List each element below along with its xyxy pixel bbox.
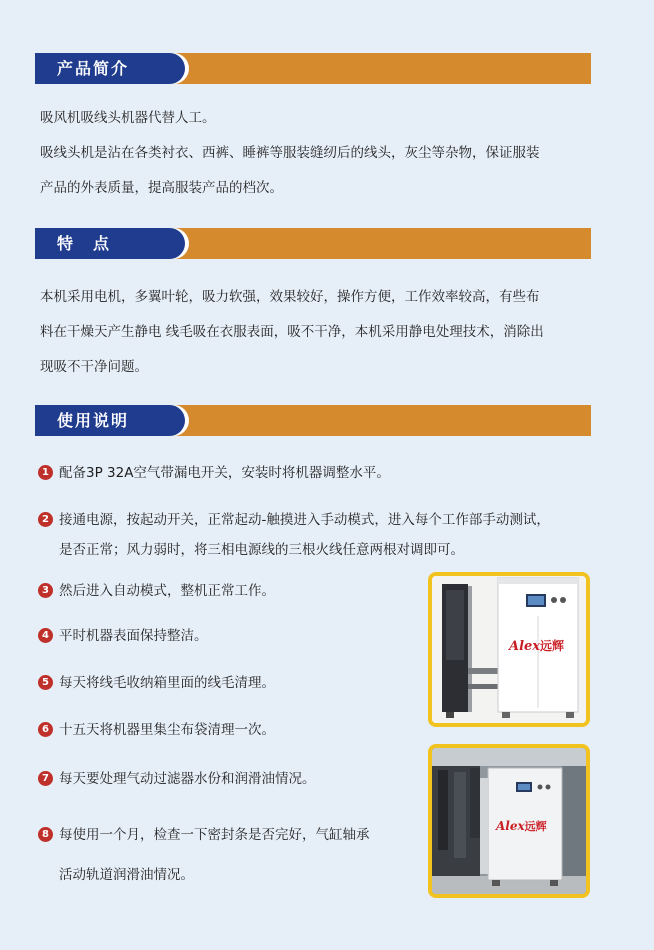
step-text-continued: 是否正常；风力弱时，将三相电源线的三根火线任意两根对调即可。 <box>59 542 464 558</box>
step-text: 每天要处理气动过滤器水份和润滑油情况。 <box>59 771 316 787</box>
intro-line: 吸线头机是沾在各类衬衣、西裤、睡裤等服装缝纫后的线头，灰尘等杂物，保证服装 <box>40 145 540 161</box>
step-number-badge: 3 <box>38 583 53 598</box>
step-number-badge: 4 <box>38 628 53 643</box>
intro-text <box>40 101 605 206</box>
step-text: 接通电源，按起动开关，正常起动-触摸进入手动模式，进入每个工作部手动测试， <box>59 512 550 528</box>
machine-photo-studio <box>428 572 590 727</box>
step-number-badge: 7 <box>38 771 53 786</box>
usage-step-2 <box>38 505 550 565</box>
header-accent-bar <box>165 405 591 436</box>
usage-step-1 <box>38 458 390 488</box>
intro-line: 产品的外表质量，提高服装产品的档次。 <box>40 180 283 196</box>
step-text: 然后进入自动模式，整机正常工作。 <box>59 583 275 599</box>
step-text: 配备3P 32A空气带漏电开关，安装时将机器调整水平。 <box>59 465 390 481</box>
usage-step-4 <box>38 621 208 651</box>
step-number-badge: 1 <box>38 465 53 480</box>
section-header-intro <box>35 53 591 84</box>
features-line: 现吸不干净问题。 <box>40 359 148 375</box>
intro-line: 吸风机吸线头机器代替人工。 <box>40 110 216 126</box>
section-title: 使用说明 <box>35 405 185 436</box>
section-header-usage <box>35 405 591 436</box>
step-number-badge: 8 <box>38 827 53 842</box>
step-number-badge: 5 <box>38 675 53 690</box>
usage-step-7 <box>38 764 316 794</box>
usage-step-5 <box>38 668 275 698</box>
features-text <box>40 280 605 385</box>
step-number-badge: 2 <box>38 512 53 527</box>
step-text: 平时机器表面保持整洁。 <box>59 628 208 644</box>
section-title: 特 点 <box>35 228 185 259</box>
brand-logo: Alex远辉 <box>496 819 547 833</box>
step-text: 十五天将机器里集尘布袋清理一次。 <box>59 722 275 738</box>
step-text: 每天将线毛收纳箱里面的线毛清理。 <box>59 675 275 691</box>
brand-logo: Alex远辉 <box>509 639 565 654</box>
usage-step-8 <box>38 815 370 895</box>
header-accent-bar <box>165 53 591 84</box>
usage-step-3 <box>38 576 275 606</box>
step-text: 每使用一个月，检查一下密封条是否完好，气缸轴承 <box>59 827 370 843</box>
features-line: 料在干燥天产生静电 线毛吸在衣服表面，吸不干净，本机采用静电处理技术，消除出 <box>40 324 544 340</box>
section-header-features <box>35 228 591 259</box>
section-title: 产品简介 <box>35 53 185 84</box>
step-number-badge: 6 <box>38 722 53 737</box>
machine-photo-factory <box>428 744 590 898</box>
usage-step-6 <box>38 715 275 745</box>
header-accent-bar <box>165 228 591 259</box>
features-line: 本机采用电机，多翼叶轮，吸力软强，效果较好，操作方便，工作效率较高，有些布 <box>40 289 540 305</box>
step-text-continued: 活动轨道润滑油情况。 <box>59 867 194 883</box>
